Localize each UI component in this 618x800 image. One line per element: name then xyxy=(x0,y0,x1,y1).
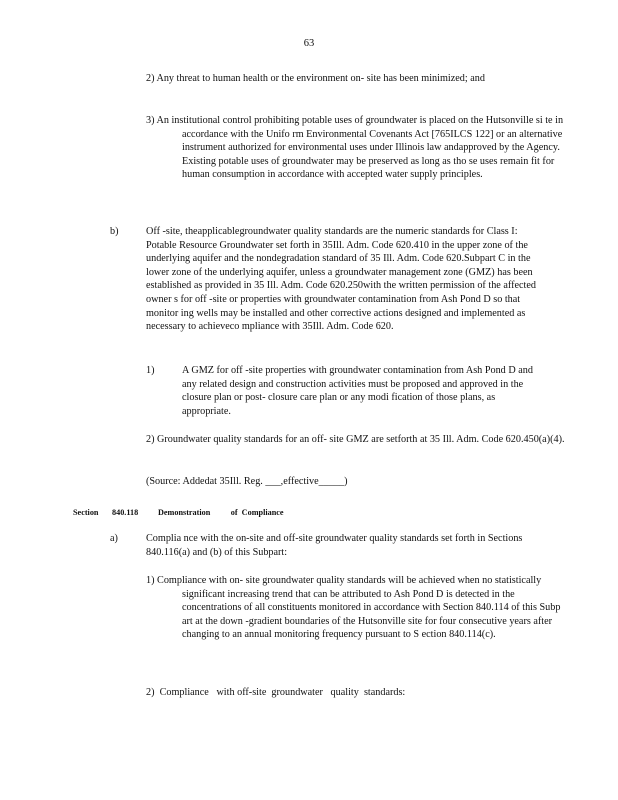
page-number: 63 xyxy=(303,38,315,49)
paragraph-b-sub1-label: 1) xyxy=(146,365,155,376)
item-3-text: 3) An institutional control prohibiting potable uses of groundwater is placed on the Hutsonville si te in accordance with the Unifo rm Environmental Covenants Act [765ILCS 122] or an alternative instrument authorized for environmental uses under Illinois law andapproved by the Agency. Existing potable uses of groundwater may be preserved as long as tho se uses remain fit for human consumption in accordance with accepted water supply principles. xyxy=(146,115,564,181)
source-note: (Source: Addedat 35Ill. Reg. ___,effective_____) xyxy=(146,476,348,487)
paragraph-b-sub1-text: A GMZ for off -site properties with groundwater contamination from Ash Pond D and any related design and construction activities must be proposed and approved in the closure plan or post- closure care plan or any modi fication of those plans, as appropriate. xyxy=(182,365,533,417)
item-2-text: 2) Any threat to human health or the environment on- site has been minimized; and xyxy=(146,73,485,84)
section-number: 840.118 xyxy=(112,508,139,517)
paragraph-a-sub2-text: 2) Compliance with off-site groundwater quality standards: xyxy=(146,687,406,698)
section-title: Demonstration of Compliance xyxy=(158,508,284,517)
paragraph-b-label: b) xyxy=(110,226,119,237)
paragraph-a-sub1-text: 1) Compliance with on- site groundwater quality standards will be achieved when no statistically significant increasing trend that can be attributed to Ash Pond D is detected in the concentrations of all constituents monitored in accordance with Section 840.114 of this Subp art at the down -gradient boundaries of the Hutsonville site for four consecutive years after changing to an annual monitoring frequency pursuant to S ection 840.114(c). xyxy=(146,575,561,641)
paragraph-b-sub2-text: 2) Groundwater quality standards for an off- site GMZ are setforth at 35 Ill. Adm. Code 620.450(a)(4). xyxy=(146,434,565,445)
section-label: Section xyxy=(73,508,99,517)
paragraph-b-text: Off -site, theapplicablegroundwater quality standards are the numeric standards for Class I: Potable Resource Groundwater set forth in 35Ill. Adm. Code 620.410 in the upper zone of the underlying aquifer and the nondegradation standard of 35 Ill. Adm. Code 620.Subpart C in the lower zone of the underlying aquifer, unless a groundwater management zone (GMZ) has been established as provided in 35 Ill. Adm. Code 620.250with the written permission of the affected owner s for off -site or properties with groundwater contamination from Ash Pond D so that monitor ing wells may be installed and other corrective actions designed and implemented as necessary to achieveco mpliance with 35Ill. Adm. Code 620. xyxy=(146,226,536,333)
paragraph-a-label: a) xyxy=(110,533,118,544)
paragraph-a-text: Complia nce with the on-site and off-site groundwater quality standards set forth in Sections 840.116(a) and (b) of this Subpart: xyxy=(146,533,523,558)
